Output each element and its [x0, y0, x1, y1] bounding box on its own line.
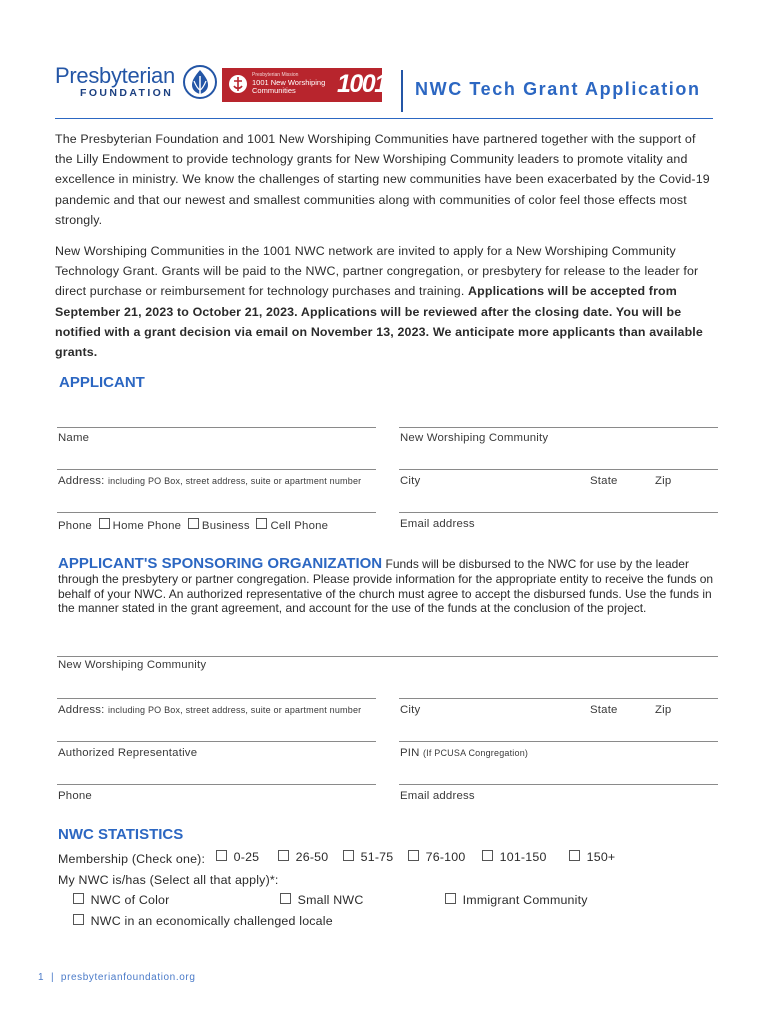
economically-challenged-checkbox[interactable] — [73, 914, 84, 925]
address-field[interactable] — [57, 469, 376, 470]
pin-field[interactable] — [399, 741, 718, 742]
email-field[interactable] — [399, 512, 718, 513]
header-divider — [401, 70, 403, 112]
seal-icon — [228, 73, 248, 95]
sponsor-address-label-text: Address: — [58, 704, 105, 716]
representative-label: Authorized Representative — [58, 747, 198, 759]
sponsor-city-state-zip-field[interactable] — [399, 698, 718, 699]
pin-hint: (If PCUSA Congregation) — [422, 748, 529, 758]
section-heading-sponsor: APPLICANT'S SPONSORING ORGANIZATION — [58, 555, 383, 572]
sponsor-description: Funds will be disbursed to the NWC for use by the leader through the presbytery or partner congregation. Please provide information for the appropriate entity to receive the funds on behalf of your NWC. An authorized representative of the church must agree to accept the disbursed funds. Use the funds in the manner stated in the grant agreement, and account for the use of the funds at the conclusion of the project. — [58, 557, 714, 616]
pin-label-text: PIN — [400, 747, 420, 759]
membership-option[interactable] — [408, 850, 465, 864]
business-label: Business — [201, 520, 250, 532]
city-label: City — [400, 475, 421, 487]
intro-text: New Worshiping Communities in the 1001 NWC network are invited to apply for a New Worshiping Community Technology Grant. Grants will be paid to the NWC, partner congregation, or presbytery for release to the leader for direct purchase or reimbursement for technology purchases and training. — [55, 244, 699, 299]
page-title: NWC Tech Grant Application — [415, 79, 701, 99]
membership-checkbox[interactable] — [482, 850, 493, 861]
economically-challenged-label: NWC in an economically challenged locale — [90, 914, 333, 928]
sponsor-phone-field[interactable] — [57, 784, 376, 785]
sponsor-city-label: City — [400, 704, 421, 716]
sponsor-section — [58, 557, 718, 616]
nwc-of-color-option[interactable] — [73, 893, 169, 907]
sponsor-address-label — [58, 704, 361, 716]
address-label — [58, 475, 361, 487]
sponsor-address-field[interactable] — [57, 698, 376, 699]
section-heading-statistics: NWC STATISTICS — [58, 826, 184, 843]
home-phone-label: Home Phone — [112, 520, 182, 532]
header-rule — [55, 118, 713, 119]
membership-option[interactable] — [482, 850, 547, 864]
zip-label: Zip — [655, 475, 672, 487]
membership-checkbox[interactable] — [278, 850, 289, 861]
immigrant-community-checkbox[interactable] — [445, 893, 456, 904]
small-nwc-option[interactable] — [280, 893, 363, 907]
tulip-logo-icon — [183, 64, 217, 100]
address-label-text: Address: — [58, 475, 105, 487]
membership-option[interactable] — [569, 850, 615, 864]
phone-field[interactable] — [57, 512, 376, 513]
business-checkbox[interactable] — [188, 518, 199, 529]
sponsor-email-field[interactable] — [399, 784, 718, 785]
sponsor-community-label: New Worshiping Community — [58, 659, 207, 671]
economically-challenged-option[interactable] — [73, 914, 333, 928]
nwc-mission-label: Presbyterian Mission — [252, 72, 299, 78]
home-phone-checkbox[interactable] — [99, 518, 110, 529]
membership-checkbox[interactable] — [408, 850, 419, 861]
membership-option[interactable] — [343, 850, 393, 864]
address-hint: including PO Box, street address, suite or apartment number — [107, 476, 362, 486]
sponsor-address-hint: including PO Box, street address, suite or apartment number — [107, 705, 362, 715]
phone-label-row — [58, 518, 328, 532]
name-field[interactable] — [57, 427, 376, 428]
section-heading-applicant: APPLICANT — [59, 374, 145, 391]
cell-phone-checkbox[interactable] — [256, 518, 267, 529]
page-number: 1 — [38, 972, 45, 983]
immigrant-community-label: Immigrant Community — [462, 893, 588, 907]
membership-option[interactable] — [216, 850, 259, 864]
cell-phone-label: Cell Phone — [270, 520, 329, 532]
membership-option-label: 101-150 — [499, 850, 547, 864]
membership-label: Membership (Check one): — [58, 852, 206, 866]
community-label: New Worshiping Community — [400, 432, 549, 444]
intro-dates-notice: Applications will be accepted from September 21, 2023 to October 21, 2023. Applications will be reviewed after the closing date. You will be notified with a grant decision via email on November 13, 2023. We anticipate more applicants than available grants. — [55, 284, 703, 360]
membership-option-label: 26-50 — [295, 850, 329, 864]
footer-separator: | — [50, 972, 55, 983]
membership-option[interactable] — [278, 850, 328, 864]
representative-field[interactable] — [57, 741, 376, 742]
city-state-zip-field[interactable] — [399, 469, 718, 470]
intro-paragraph-1: The Presbyterian Foundation and 1001 New Worshiping Communities have partnered together with the support of the Lilly Endowment to provide technology grants for New Worshiping Community leaders to promote vitality and excellence in ministry. We know the challenges of starting new communities have been exacerbated by the Covid-19 pandemic and that our newest and smallest communities along with communities of color feel those effects most strongly. — [55, 132, 710, 227]
membership-checkbox[interactable] — [343, 850, 354, 861]
phone-label: Phone — [58, 520, 92, 532]
logo-wordmark: Presbyterian — [55, 63, 175, 88]
name-label: Name — [58, 432, 90, 444]
sponsor-email-label: Email address — [400, 790, 475, 802]
membership-checkbox[interactable] — [216, 850, 227, 861]
page-footer — [38, 972, 195, 983]
sponsor-state-label: State — [590, 704, 618, 716]
intro-paragraph-2 — [55, 241, 715, 362]
nwc-attributes-label: My NWC is/has (Select all that apply)*: — [58, 873, 279, 887]
sponsor-phone-label: Phone — [58, 790, 92, 802]
footer-website: presbyterianfoundation.org — [60, 972, 196, 983]
small-nwc-label: Small NWC — [297, 893, 364, 907]
small-nwc-checkbox[interactable] — [280, 893, 291, 904]
nwc-number: 1001 — [337, 70, 387, 98]
nwc-name: 1001 New Worshiping Communities — [252, 78, 326, 95]
email-label: Email address — [400, 518, 475, 530]
sponsor-community-field[interactable] — [57, 656, 718, 657]
nwc-of-color-checkbox[interactable] — [73, 893, 84, 904]
membership-option-label: 0-25 — [233, 850, 260, 864]
membership-option-label: 51-75 — [360, 850, 394, 864]
membership-option-label: 76-100 — [425, 850, 466, 864]
pin-label — [400, 747, 528, 759]
membership-option-label: 150+ — [586, 850, 616, 864]
logo-subtitle: FOUNDATION — [80, 87, 174, 99]
membership-checkbox[interactable] — [569, 850, 580, 861]
immigrant-community-option[interactable] — [445, 893, 588, 907]
state-label: State — [590, 475, 618, 487]
sponsor-zip-label: Zip — [655, 704, 672, 716]
community-field[interactable] — [399, 427, 718, 428]
nwc-of-color-label: NWC of Color — [90, 893, 170, 907]
